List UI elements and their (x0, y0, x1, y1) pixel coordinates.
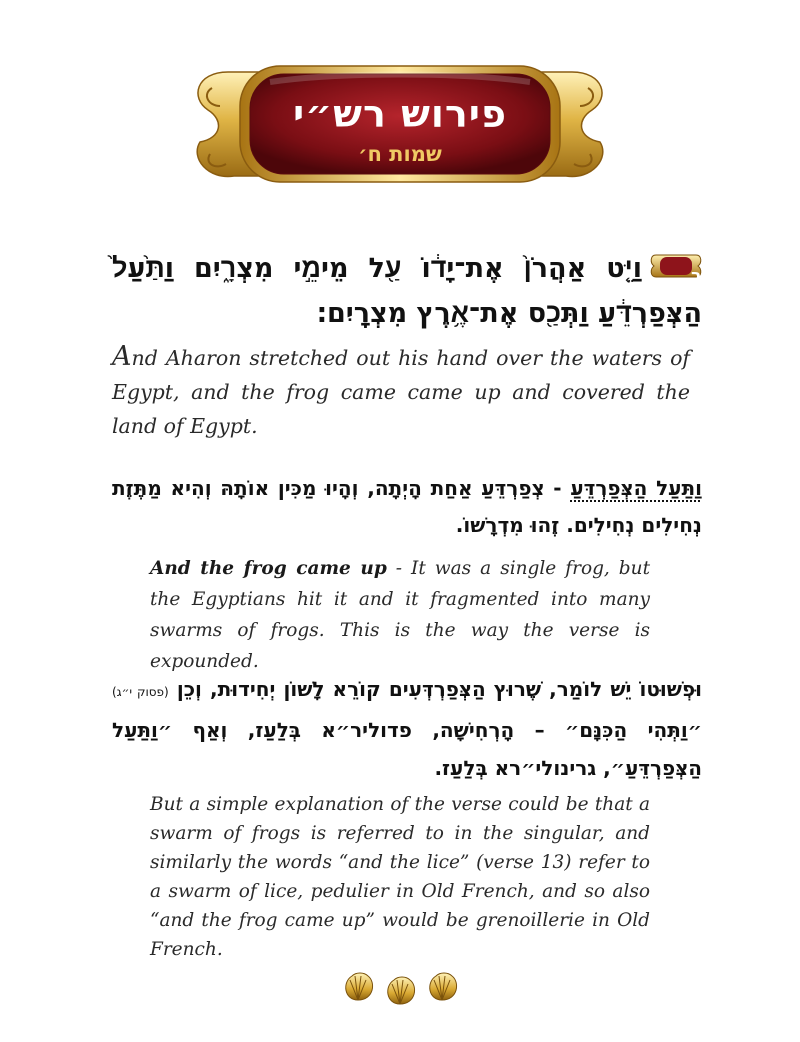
commentary-text: - צְפַרְדֵּעַ אַחַת הָיְתָה, וְהָיוּ מַכִּין אוֹתָהּ וְהִיא מַתֶּזֶת נְחִילִים נְחִילִים. זֶהוּ מִדְרָשׁוֹ. (112, 476, 702, 537)
drop-initial: A (112, 341, 132, 372)
commentary-heading-english: And the frog came up (150, 558, 387, 579)
verse-reference: (פסוק י״ג) (112, 685, 169, 699)
commentary-text-english: - It was a single frog, but the Egyptians hit it and it fragmented into many swarms of frogs. This is the way the verse is expounded. (150, 558, 651, 672)
banner (188, 58, 612, 190)
verse-translation (112, 340, 690, 443)
translation-text: nd Aharon stretched out his hand over the waters of Egypt, and the frog came came up and covered the land of Egypt. (112, 346, 690, 438)
commentary-hebrew-2 (112, 670, 702, 787)
verse-text: וַיֵּ֤ט אַהֲרֹן֙ אֶת־יָד֔וֹ עַ֖ל מֵימֵ֣י מִצְרָ֑יִם וַתַּ֙עַל֙ הַצְּפַרְדֵּ֔עַ וַתְּכַ֖ס אֶת־אֶ֥רֶץ מִצְרָֽיִם׃ (112, 253, 702, 329)
commentary-heading: וַתַּעַל הַצְּפַרְדֵּעַ (570, 476, 702, 500)
commentary-text: וּפְשׁוּטוֹ יֵשׁ לוֹמַר, שֶׁרוּץ הַצְּפַרְדְּעִים קוֹרֵא לָשׁוֹן יְחִידוּת, וְכֵן (168, 677, 702, 701)
commentary-english-1 (150, 553, 650, 677)
page-title: פירוש רש״י (292, 92, 507, 136)
verse-hebrew (112, 246, 702, 336)
commentary-text: ״וַתְּהִי הַכִּנָּם״ – הָרְחִישָׁה, פדוליר״א בְּלַעַז, וְאַף ״וַתַּעַל הַצְּפַרְדֵּעַ״, גרינולי״רא בְּלַעַז. (112, 718, 702, 780)
commentary-english-2: But a simple explanation of the verse could be that a swarm of frogs is referred to in the singular, and similarly the words “and the lice” (verse 13) refer to a swarm of lice, pedulier in Old French, and so also “and the frog came up” would be grenoillerie in Old French. (150, 794, 650, 960)
verse-number: ב (691, 266, 702, 287)
verse-number-badge-icon (650, 251, 702, 287)
commentary-hebrew-1 (112, 470, 702, 544)
gold-shells-divider-icon (340, 968, 460, 1008)
chapter-subtitle: שמות ח׳ (358, 142, 442, 166)
